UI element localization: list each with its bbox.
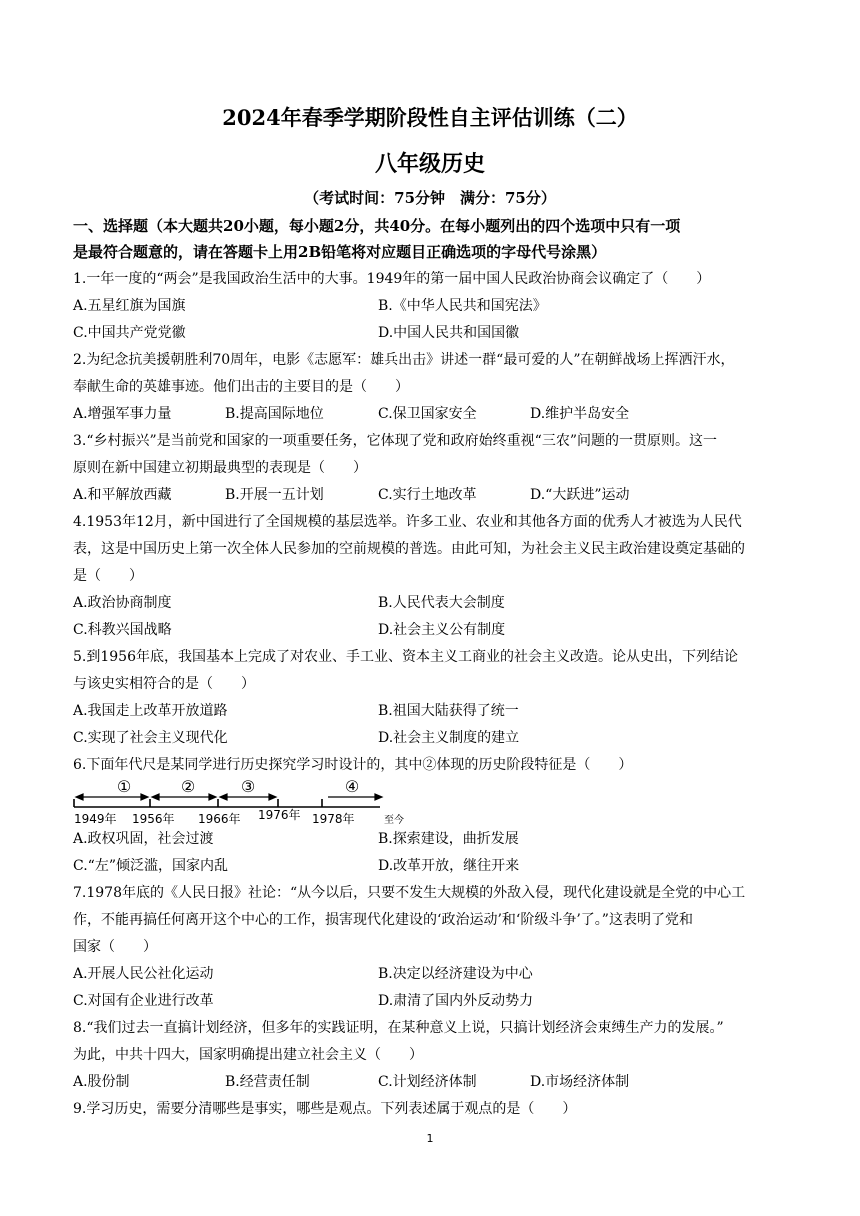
question-3-text-2: 原则在新中国建立初期最典型的表现是（ ） xyxy=(73,460,367,476)
question-3-option-d: D.“大跃进”运动 xyxy=(530,487,630,503)
question-6-text: 6.下面年代尺是某同学进行历史探究学习时设计的，其中②体现的历史阶段特征是（ ） xyxy=(73,757,633,773)
section-heading-line-2: 是最符合题意的，请在答题卡上用2B铅笔将对应题目正确选项的字母代号涂黑） xyxy=(73,243,607,261)
question-5-text-1: 5.到1956年底，我国基本上完成了对农业、手工业、资本主义工商业的社会主义改造。论从史出，下列结论 xyxy=(73,649,738,665)
timeline-ruler xyxy=(72,777,412,827)
question-6-option-c: C.“左”倾泛滥，国家内乱 xyxy=(73,858,228,874)
section-heading-line-1: 一、选择题（本大题共20小题，每小题2分，共40分。在每小题列出的四个选项中只有一项 xyxy=(73,217,681,235)
question-5-option-b: B.祖国大陆获得了统一 xyxy=(378,703,519,719)
question-8-option-b: B.经营责任制 xyxy=(225,1074,310,1090)
timeline-segment-4: ④ xyxy=(344,777,360,796)
question-8-option-d: D.市场经济体制 xyxy=(530,1074,630,1090)
timeline-year-1956: 1956年 xyxy=(132,812,175,826)
timeline-segment-2: ② xyxy=(180,777,196,796)
timeline-year-1966: 1966年 xyxy=(198,812,241,826)
question-5-option-d: D.社会主义制度的建立 xyxy=(378,730,520,746)
question-1-option-a: A.五星红旗为国旗 xyxy=(73,298,186,314)
question-2-text-2: 奉献生命的英雄事迹。他们出击的主要目的是（ ） xyxy=(73,379,409,395)
question-4-text-2: 表，这是中国历史上第一次全体人民参加的空前规模的普选。由此可知，为社会主义民主政治建设奠定基础的 xyxy=(73,541,745,557)
question-9-text: 9.学习历史，需要分清哪些是事实，哪些是观点。下列表述属于观点的是（ ） xyxy=(73,1101,577,1117)
exam-info: （考试时间：75分钟 满分：75分） xyxy=(304,189,556,207)
question-2-option-d: D.维护半岛安全 xyxy=(530,406,630,422)
question-6-option-d: D.改革开放，继往开来 xyxy=(378,858,520,874)
question-7-option-a: A.开展人民公社化运动 xyxy=(73,966,214,982)
question-7-text-2: 作，不能再搞任何离开这个中心的工作，损害现代化建设的‘政治运动’和‘阶级斗争’了。”这表明了党和 xyxy=(73,912,693,928)
question-1-option-c: C.中国共产党党徽 xyxy=(73,325,186,341)
timeline-segment-1: ① xyxy=(116,777,132,796)
exam-title: 2024年春季学期阶段性自主评估训练（二） xyxy=(222,105,638,130)
question-7-option-b: B.决定以经济建设为中心 xyxy=(378,966,533,982)
question-2-option-b: B.提高国际地位 xyxy=(225,406,324,422)
question-6-option-b: B.探索建设，曲折发展 xyxy=(378,831,519,847)
question-3-option-c: C.实行土地改革 xyxy=(378,487,477,503)
question-5-option-c: C.实现了社会主义现代化 xyxy=(73,730,228,746)
question-7-text-1: 7.1978年底的《人民日报》社论：“从今以后，只要不发生大规模的外敌入侵，现代化建设就是全党的中心工 xyxy=(73,885,746,901)
timeline-year-1978: 1978年 xyxy=(312,812,355,826)
question-4-text-1: 4.1953年12月，新中国进行了全国规模的基层选举。许多工业、农业和其他各方面的优秀人才被选为人民代 xyxy=(73,514,742,530)
question-3-option-b: B.开展一五计划 xyxy=(225,487,324,503)
exam-subject: 八年级历史 xyxy=(374,151,485,177)
question-1-option-d: D.中国人民共和国国徽 xyxy=(378,325,520,341)
question-3-text-1: 3.“乡村振兴”是当前党和国家的一项重要任务，它体现了党和政府始终重视“三农”问题的一贯原则。这一 xyxy=(73,433,717,449)
question-5-option-a: A.我国走上改革开放道路 xyxy=(73,703,228,719)
question-8-text-2: 为此，中共十四大，国家明确提出建立社会主义（ ） xyxy=(73,1047,423,1063)
timeline-segment-3: ③ xyxy=(240,777,256,796)
question-7-text-3: 国家（ ） xyxy=(73,939,157,955)
question-7-option-d: D.肃清了国内外反动势力 xyxy=(378,993,534,1009)
question-1-option-b: B.《中华人民共和国宪法》 xyxy=(378,298,547,314)
question-4-option-c: C.科教兴国战略 xyxy=(73,622,172,638)
question-8-text-1: 8.“我们过去一直搞计划经济，但多年的实践证明，在某种意义上说，只搞计划经济会束缚生产力的发展。” xyxy=(73,1020,724,1036)
question-5-text-2: 与该史实相符合的是（ ） xyxy=(73,676,255,692)
question-4-text-3: 是（ ） xyxy=(73,568,143,584)
question-7-option-c: C.对国有企业进行改革 xyxy=(73,993,214,1009)
question-3-option-a: A.和平解放西藏 xyxy=(73,487,172,503)
timeline-year-1976: 1976年 xyxy=(258,808,301,822)
question-8-option-a: A.股份制 xyxy=(73,1074,130,1090)
page-number: 1 xyxy=(426,1132,434,1145)
timeline-year-1949: 1949年 xyxy=(74,812,117,826)
question-2-text-1: 2.为纪念抗美援朝胜利70周年，电影《志愿军：雄兵出击》讲述一群“最可爱的人”在朝鲜战场上挥洒汗水， xyxy=(73,352,735,368)
question-2-option-c: C.保卫国家安全 xyxy=(378,406,477,422)
question-4-option-d: D.社会主义公有制度 xyxy=(378,622,506,638)
question-8-option-c: C.计划经济体制 xyxy=(378,1074,477,1090)
question-6-option-a: A.政权巩固，社会过渡 xyxy=(73,831,214,847)
timeline-end-label: 至今 xyxy=(384,815,404,826)
question-4-option-a: A.政治协商制度 xyxy=(73,595,172,611)
question-4-option-b: B.人民代表大会制度 xyxy=(378,595,505,611)
question-2-option-a: A.增强军事力量 xyxy=(73,406,172,422)
question-1-text: 1.一年一度的“两会”是我国政治生活中的大事。1949年的第一届中国人民政治协商会议确定了（ ） xyxy=(73,271,711,287)
